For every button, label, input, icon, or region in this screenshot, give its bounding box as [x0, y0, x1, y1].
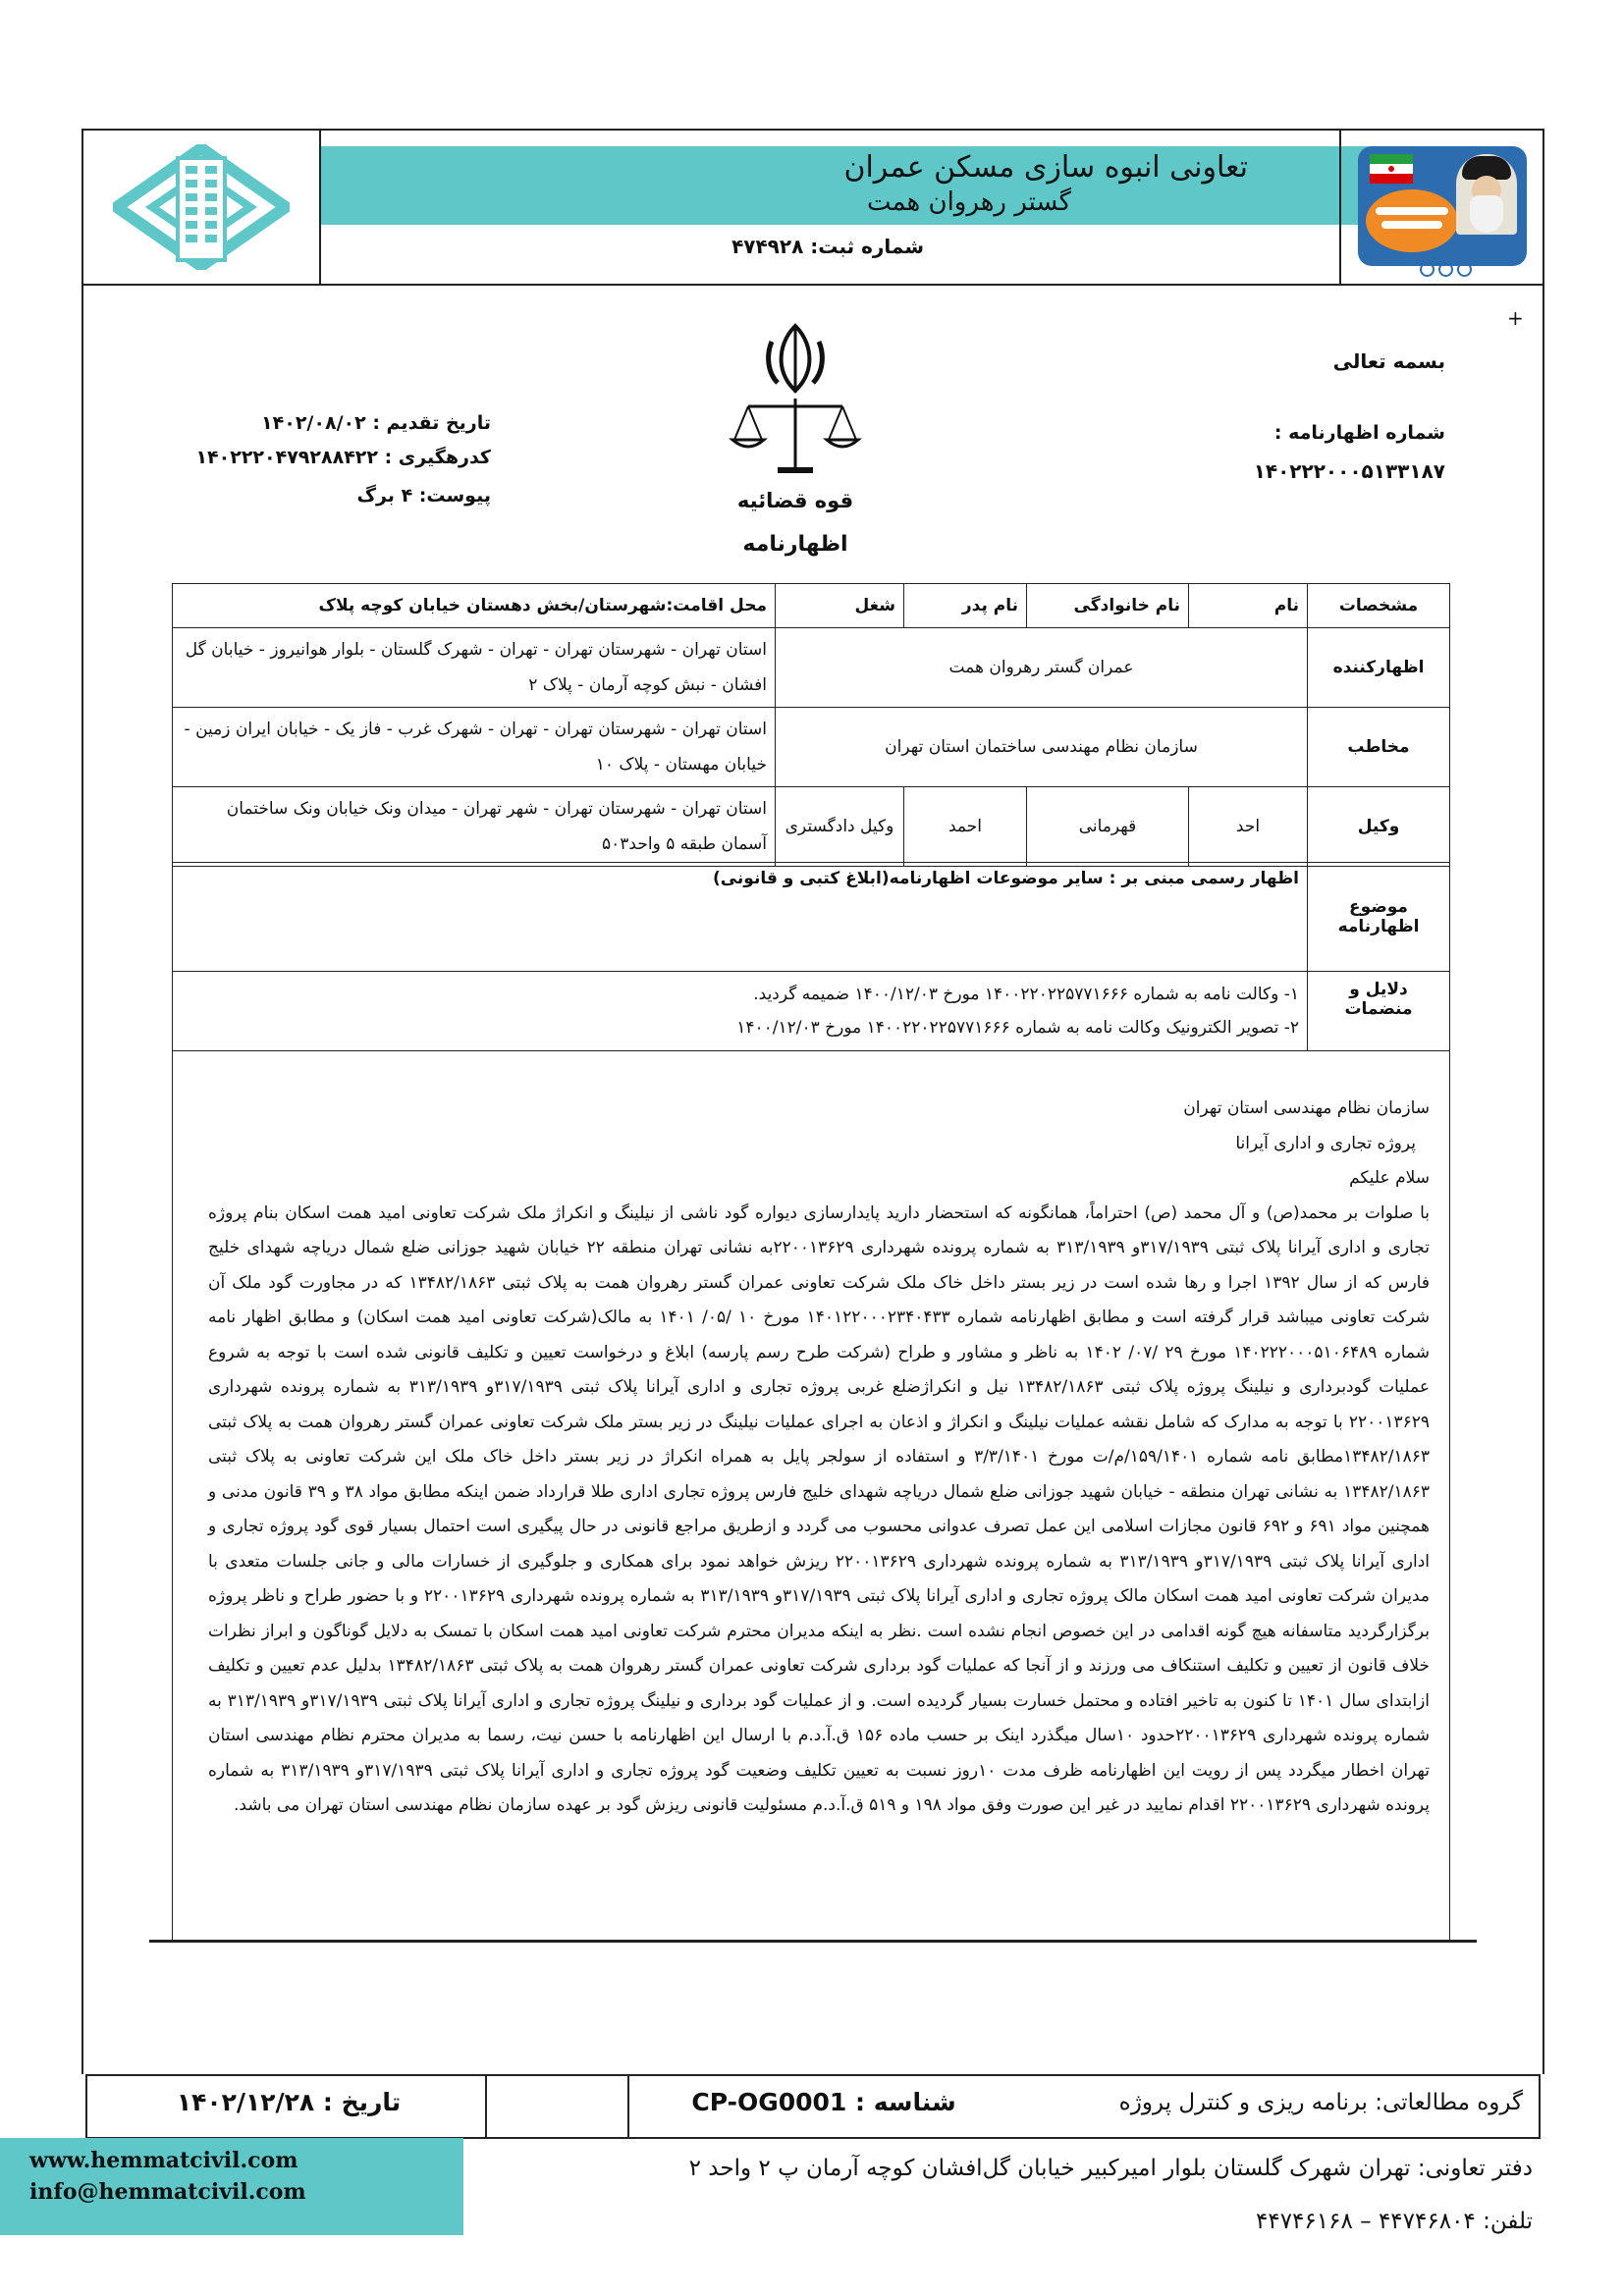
registration-number: شماره ثبت: ۴۷۴۹۲۸ [731, 235, 924, 258]
subject-table [172, 862, 1450, 1051]
company-logo [83, 131, 321, 284]
attorney-job: وکیل دادگستری [776, 787, 904, 867]
slogan-badge [1358, 146, 1527, 266]
footer-box [85, 2074, 1541, 2139]
header-specs: مشخصات [1308, 584, 1450, 628]
header-family: نام خانوادگی [1027, 584, 1189, 628]
slogan-emblem-icon [1366, 189, 1458, 252]
dots-icon [1418, 262, 1474, 281]
letter-body [208, 1092, 1430, 1824]
table-row [173, 628, 1450, 708]
body-greeting: سلام علیکم [1349, 1168, 1430, 1188]
reason-item: ۱- وکالت نامه به شماره ۱۴۰۰۲۲۰۲۲۵۷۷۱۶۶۶ مورخ ۱۴۰۰/۱۲/۰۳ ضمیمه گردید. [753, 985, 1299, 1004]
notice-number-label: شماره اظهارنامه : [1273, 422, 1445, 444]
header-job: شغل [776, 584, 904, 628]
frame-left-line [81, 286, 83, 2074]
attachment-count: پیوست: ۴ برگ [356, 485, 491, 507]
reasons-row [173, 972, 1450, 1051]
parties-table [172, 583, 1450, 867]
document-title: اظهارنامه [742, 532, 848, 557]
table-header-row [173, 584, 1450, 628]
reasons-label: دلایل و منضمات [1308, 972, 1450, 1051]
row-label-addressee: مخاطب [1308, 708, 1450, 787]
subject-row [173, 863, 1450, 972]
declarant-name: عمران گستر رهروان همت [776, 628, 1308, 708]
tracking-code: کدرهگیری : ۱۴۰۲۲۲۰۴۷۹۲۸۸۴۲۲ [195, 447, 491, 468]
building-logo-icon [113, 144, 290, 270]
body-divider [149, 1940, 1477, 1943]
attorney-father-name: احمد [904, 787, 1027, 867]
website-link[interactable]: www.hemmatcivil.com [29, 2148, 298, 2173]
study-group: گروه مطالعاتی: برنامه ریزی و کنترل پروژه [1118, 2090, 1523, 2115]
judiciary-name: قوه قضائیه [736, 489, 854, 512]
org-name-line2: گستر رهروان همت [866, 187, 1071, 217]
plus-mark: + [1507, 306, 1524, 330]
body-addressee: سازمان نظام مهندسی استان تهران [1183, 1098, 1430, 1118]
attorney-first-name: احد [1189, 787, 1308, 867]
phone-numbers: تلفن: ۴۴۷۴۶۸۰۴ – ۴۴۷۴۶۱۶۸ [1256, 2209, 1533, 2234]
addressee-address: استان تهران - شهرستان تهران - تهران - شهرک غرب - فاز یک - خیابان ایران زمین - خیابان مهستان - پلاک ۱۰ [173, 708, 776, 787]
subject-text: اظهار رسمی مبنی بر : سایر موضوعات اظهارنامه(ابلاغ کتبی و قانونی) [173, 863, 1308, 972]
footer-separator [627, 2076, 629, 2137]
reason-item: ۲- تصویر الکترونیک وکالت نامه به شماره ۱۴۰۰۲۲۰۲۲۵۷۷۱۶۶۶ مورخ ۱۴۰۰/۱۲/۰۳ [736, 1018, 1299, 1038]
notice-number: ۱۴۰۲۲۲۰۰۰۵۱۳۳۱۸۷ [1253, 459, 1445, 483]
judiciary-scales-icon [727, 322, 864, 479]
submit-date: تاریخ تقدیم : ۱۴۰۲/۰۸/۰۲ [261, 412, 491, 434]
addressee-name: سازمان نظام مهندسی ساختمان استان تهران [776, 708, 1308, 787]
table-row [173, 708, 1450, 787]
iran-flag-icon [1370, 154, 1413, 184]
leader-portrait-icon [1456, 154, 1517, 235]
office-address: دفتر تعاونی: تهران شهرک گلستان بلوار امیرکبیر خیابان گل‌افشان کوچه آرمان پ ۲ واحد ۲ [688, 2156, 1533, 2181]
header-address: محل اقامت:شهرستان/بخش دهستان خیابان کوچه پلاک [173, 584, 776, 628]
document-id [637, 2088, 1010, 2116]
attorney-family-name: قهرمانی [1027, 787, 1189, 867]
declarant-address: استان تهران - شهرستان تهران - تهران - شهرک گلستان - بلوار هوانیروز - خیابان گل افشان - نبش کوچه آرمان - پلاک ۲ [173, 628, 776, 708]
email-link[interactable]: info@hemmatcivil.com [29, 2179, 306, 2205]
org-name-line1: تعاونی انبوه سازی مسکن عمران [843, 150, 1248, 185]
emblem-cell [1339, 131, 1543, 284]
letterhead [81, 129, 1544, 286]
footer-separator [485, 2076, 487, 2137]
row-label-declarant: اظهارکننده [1308, 628, 1450, 708]
attorney-address: استان تهران - شهرستان تهران - شهر تهران - میدان ونک خیابان ونک ساختمان آسمان طبقه ۵ واحد۵۰۳ [173, 787, 776, 867]
header-name: نام [1189, 584, 1308, 628]
document-id-value: CP-OG0001 [691, 2088, 847, 2116]
subject-label: موضوع اظهارنامه [1308, 863, 1450, 972]
document-id-label: شناسه : [855, 2088, 956, 2116]
body-paragraph: با صلوات بر محمد(ص) و آل محمد (ص) احتراماً، همانگونه که استحضار دارید پایدارسازی دیواره گود ناشی از نیلینگ و انکراژ ملک شرکت تعاونی امید همت اسکان بنام پروژه تجاری و اداری آیرانا پلاک ثبتی ۳۱۷/۱۹۳۹و ۳۱۳/۱۹۳۹ به شماره پرونده شهرداری ۲۲۰۰۱۳۶۲۹به نشانی تهران منطقه ۲۲ خیابان شهید جوزانی ضلع شمال دریاچه شهدای خلیج فارس که از سال ۱۳۹۲ اجرا و رها شده است در زیر بستر داخل خاک ملک شرکت تعاونی عمران گستر رهروان همت به پلاک ثبتی ۱۳۴۸۲/۱۸۶۳ که در مجاورت گود ملک آن شرکت تعاونی میباشد قرار گرفته است و مطابق اظهارنامه شماره ۱۴۰۱۲۲۰۰۰۲۳۴۰۴۳۳ مورخ ۱۰ /۰۵/ ۱۴۰۱ به مالک(شرکت تعاونی امید همت اسکان) و مطابق اظهار نامه شماره ۱۴۰۲۲۲۰۰۰۵۱۰۶۴۸۹ مورخ ۲۹ /۰۷/ ۱۴۰۲ به ناظر و مشاور و طراح (شرکت طرح رسم پارسه) ابلاغ و درخواست تعیین و تکلیف قانونی شده است با توجه به شروع عملیات گودبرداری و نیلینگ پروژه پلاک ثبتی ۱۳۴۸۲/۱۸۶۳ نیل و انکراژضلع غربی پروژه تجاری و اداری آیرانا پلاک ثبتی ۳۱۷/۱۹۳۹و ۳۱۳/۱۹۳۹ به شماره پرونده شهرداری ۲۲۰۰۱۳۶۲۹ با توجه به مدارک که شامل نقشه عملیات نیلینگ و انکراژ و اذعان به اجرای عملیات نیلینگ در زیر بستر ملک شرکت تعاونی عمران گستر رهروان همت به پلاک ثبتی ۱۳۴۸۲/۱۸۶۳مطابق نامه شماره ۱۵۹/۱۴۰۱/م/ت مورخ ۳/۳/۱۴۰۱ و استفاده از سولجر پایل به همراه انکراژ در زیر بستر داخل خاک ملک این شرکت تعاونی به پلاک ثبتی ۱۳۴۸۲/۱۸۶۳ به نشانی تهران منطقه - خیابان شهید جوزانی ضلع شمال دریاچه شهدای خلیج فارس پروژه تجاری اداری طلا قرارداد ضمن اینکه مطابق مواد ۳۸ و ۳۹ قانون مدنی و همچنین مواد ۶۹۱ و ۶۹۲ قانون مجازات اسلامی این عمل تصرف عدوانی محسوب می گردد و ازطریق مراجع قانونی در حال پیگیری است احتمال بسیار قوی گود پروژه تجاری و اداری آیرانا پلاک ثبتی ۳۱۷/۱۹۳۹و ۳۱۳/۱۹۳۹ به شماره پرونده شهرداری ۲۲۰۰۱۳۶۲۹ ریزش خواهد نمود برای همکاری و جلوگیری از خسارات مالی و جانی جلسات متعدی با مدیران شرکت تعاونی امید همت اسکان مالک پروژه تجاری و اداری آیرانا پلاک ثبتی ۳۱۷/۱۹۳۹و ۳۱۳/۱۹۳۹ به شماره پرونده شهرداری ۲۲۰۰۱۳۶۲۹ و با حضور طراح و ناظر پروژه برگزارگردید متاسفانه هیچ گونه اقدامی در این خصوص انجام نشده است .نظر به اینکه مدیران محترم شرکت تعاونی امید همت اسکان با تمسک به دلایل گوناگون و ابراز نظرات خلاف قانون از تعیین و تکلیف استنکاف می ورزند و از آنجا که عملیات گود برداری شرکت تعاونی عمران گستر رهروان همت به پلاک ثبتی ۱۳۴۸۲/۱۸۶۳ بدلیل عدم تعیین و تکلیف ازابتدای سال ۱۴۰۱ تا کنون به تاخیر افتاده و محتمل خسارت بسیار گردیده است. و از عملیات گود برداری و نیلینگ پروژه تجاری و اداری آیرانا پلاک ثبتی ۳۱۷/۱۹۳۹و ۳۱۳/۱۹۳۹ به شماره پرونده شهرداری ۲۲۰۰۱۳۶۲۹حدود ۱۰سال میگذرد اینک بر حسب ماده ۱۵۶ ق.آ.د.م با ارسال این اظهارنامه با حسن نیت، رسما به مدیران محترم نظام مهندسی استان تهران اخطار میگردد پس از رویت این اظهارنامه ظرف مدت ۱۰روز نسبت به تعیین تکلیف وضعیت گود پروژه تجاری و اداری آیرانا پلاک ثبتی ۳۱۷/۱۹۳۹و ۳۱۳/۱۹۳۹ به شماره پرونده شهرداری ۲۲۰۰۱۳۶۲۹ اقدام نمایید در غیر این صورت وفق مواد ۱۹۸ و ۵۱۹ ق.آ.د.م مسئولیت قانونی ریزش گود بر عهده سازمان نظام مهندسی استان تهران می باشد. [208, 1202, 1431, 1815]
document-date [107, 2088, 470, 2116]
body-project: پروژه تجاری و اداری آیرانا [1235, 1133, 1416, 1153]
row-label-attorney: وکیل [1308, 787, 1450, 867]
document-date-label: تاریخ : [322, 2088, 402, 2116]
document-date-value: ۱۴۰۲/۱۲/۲۸ [176, 2088, 315, 2116]
header-father: نام پدر [904, 584, 1027, 628]
table-row [173, 787, 1450, 867]
besmeh-title: بسمه تعالی [1332, 349, 1445, 373]
frame-right-line [1543, 286, 1544, 2074]
